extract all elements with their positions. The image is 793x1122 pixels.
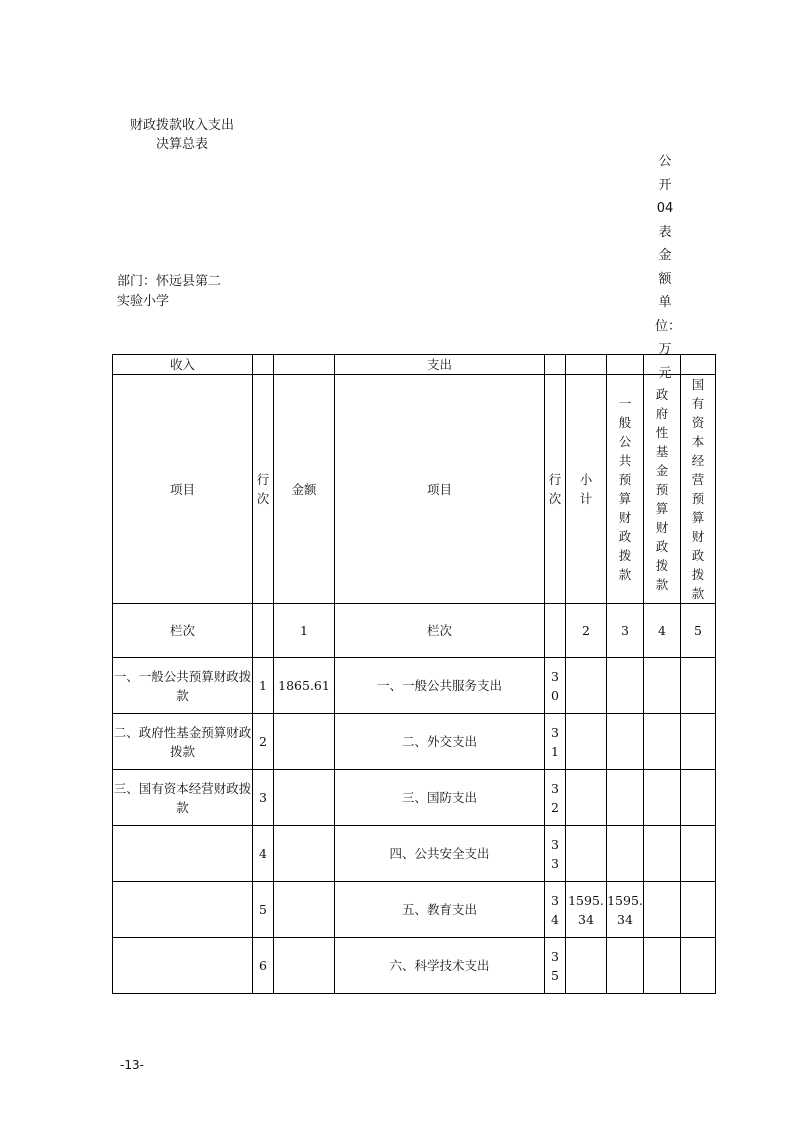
col-index-label-left: 栏次 bbox=[113, 604, 253, 658]
general-budget bbox=[607, 770, 644, 826]
expense-item: 五、教育支出 bbox=[335, 882, 545, 938]
table-row bbox=[113, 714, 716, 770]
department-label bbox=[117, 272, 247, 312]
state-capital bbox=[681, 770, 716, 826]
general-budget bbox=[607, 826, 644, 882]
expense-item: 二、外交支出 bbox=[335, 714, 545, 770]
row-no: 5 bbox=[253, 882, 274, 938]
income-header: 收入 bbox=[113, 355, 253, 375]
row-no: 2 bbox=[253, 714, 274, 770]
state-capital bbox=[681, 882, 716, 938]
row-no-2: 32 bbox=[551, 780, 559, 815]
budget-table bbox=[112, 354, 716, 994]
subtotal-header: 小计 bbox=[579, 472, 593, 506]
general-budget bbox=[607, 938, 644, 994]
income-item: 二、政府性基金预算财政拨款 bbox=[113, 714, 253, 770]
page-number: -13- bbox=[120, 1058, 144, 1072]
gov-fund bbox=[644, 658, 681, 714]
table-row bbox=[113, 658, 716, 714]
subtotal bbox=[566, 826, 607, 882]
row-no-2: 34 bbox=[551, 892, 559, 927]
subtotal bbox=[566, 714, 607, 770]
title-line-2: 决算总表 bbox=[155, 137, 208, 152]
column-index-row bbox=[113, 604, 716, 658]
expense-item-header: 项目 bbox=[335, 375, 545, 604]
row-no-header: 行次 bbox=[256, 472, 270, 506]
expense-item: 六、科学技术支出 bbox=[335, 938, 545, 994]
subtotal: 1595.34 bbox=[566, 882, 607, 938]
col-index-4: 4 bbox=[644, 604, 681, 658]
amount bbox=[274, 714, 335, 770]
general-budget bbox=[607, 658, 644, 714]
subtotal bbox=[566, 770, 607, 826]
income-item-header: 项目 bbox=[113, 375, 253, 604]
row-no-header-2: 行次 bbox=[548, 472, 562, 506]
expense-header: 支出 bbox=[335, 355, 545, 375]
header-row-section bbox=[113, 355, 716, 375]
state-capital bbox=[681, 714, 716, 770]
table-row bbox=[113, 938, 716, 994]
income-item: 三、国有资本经营财政拨款 bbox=[113, 770, 253, 826]
subtotal bbox=[566, 938, 607, 994]
income-item bbox=[113, 938, 253, 994]
row-no: 6 bbox=[253, 938, 274, 994]
expense-item: 三、国防支出 bbox=[335, 770, 545, 826]
gov-fund bbox=[644, 770, 681, 826]
income-item bbox=[113, 826, 253, 882]
general-budget-header: 一般公共预算财政拨款 bbox=[618, 396, 632, 582]
table-row bbox=[113, 770, 716, 826]
state-capital-header: 国有资本经营预算财政拨款 bbox=[691, 377, 705, 601]
col-index-label-right: 栏次 bbox=[335, 604, 545, 658]
table-row bbox=[113, 882, 716, 938]
department-line-1: 部门：怀远县第二 bbox=[117, 274, 222, 289]
form-code-unit: 公开04表金额单位：万元 bbox=[655, 154, 682, 381]
gov-fund bbox=[644, 714, 681, 770]
col-index-3: 3 bbox=[607, 604, 644, 658]
subtotal bbox=[566, 658, 607, 714]
row-no: 1 bbox=[253, 658, 274, 714]
income-item: 一、一般公共预算财政拨款 bbox=[113, 658, 253, 714]
gov-fund bbox=[644, 882, 681, 938]
state-capital bbox=[681, 658, 716, 714]
amount bbox=[274, 770, 335, 826]
col-index-1: 1 bbox=[274, 604, 335, 658]
gov-fund bbox=[644, 938, 681, 994]
document-title bbox=[112, 116, 252, 154]
row-no: 4 bbox=[253, 826, 274, 882]
amount bbox=[274, 882, 335, 938]
row-no-2: 31 bbox=[551, 724, 559, 759]
row-no-2: 33 bbox=[551, 836, 559, 871]
income-item bbox=[113, 882, 253, 938]
expense-item: 四、公共安全支出 bbox=[335, 826, 545, 882]
row-no-2: 30 bbox=[551, 668, 559, 703]
state-capital bbox=[681, 938, 716, 994]
row-no: 3 bbox=[253, 770, 274, 826]
col-index-2: 2 bbox=[566, 604, 607, 658]
expense-item: 一、一般公共服务支出 bbox=[335, 658, 545, 714]
general-budget bbox=[607, 714, 644, 770]
gov-fund bbox=[644, 826, 681, 882]
table-row bbox=[113, 826, 716, 882]
gov-fund-header: 政府性基金预算财政拨款 bbox=[655, 386, 669, 592]
header-row-columns bbox=[113, 375, 716, 604]
title-line-1: 财政拨款收入支出 bbox=[129, 118, 234, 133]
general-budget: 1595.34 bbox=[607, 882, 644, 938]
state-capital bbox=[681, 826, 716, 882]
amount bbox=[274, 826, 335, 882]
amount bbox=[274, 938, 335, 994]
row-no-2: 35 bbox=[551, 948, 559, 983]
department-line-2: 实验小学 bbox=[117, 294, 170, 309]
col-index-5: 5 bbox=[681, 604, 716, 658]
amount-header: 金额 bbox=[274, 375, 335, 604]
amount: 1865.61 bbox=[274, 658, 335, 714]
